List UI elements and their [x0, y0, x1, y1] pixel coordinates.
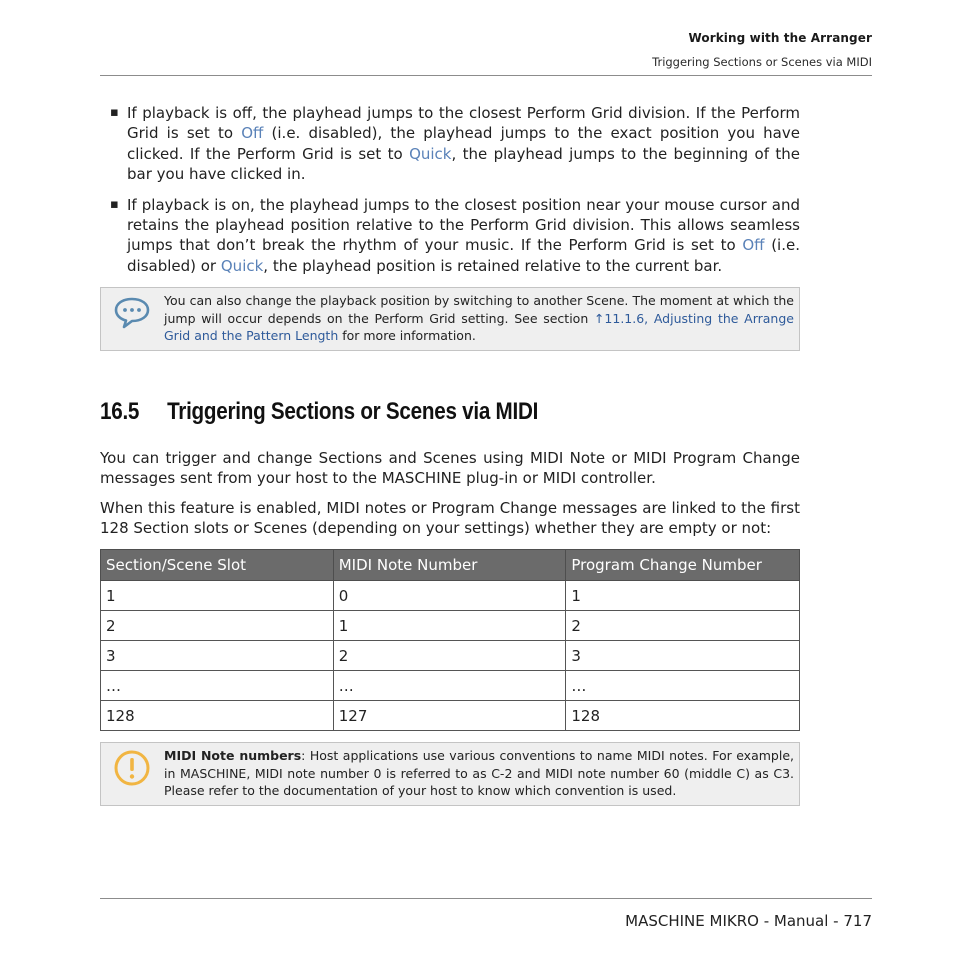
footer-rule — [100, 898, 872, 899]
table-cell: 128 — [101, 701, 334, 731]
table-cell: 2 — [333, 641, 566, 671]
table-header-row — [101, 550, 800, 581]
paragraph-intro: You can trigger and change Sections and Scenes using MIDI Note or MIDI Program Change messages sent from your host to the MASCHINE plug-in or MIDI controller. — [100, 449, 800, 488]
section-heading — [100, 398, 538, 426]
table-cell: 0 — [333, 581, 566, 611]
warning-note-text: MIDI Note numbers: Host applications use various conventions to name MIDI notes. For example, in MASCHINE, MIDI note number 0 is referred to as C-2 and MIDI note number 60 (middle C) as C3. Please refer to the documentation of your host to know which convention is used. — [164, 748, 794, 799]
tip-note-box — [100, 287, 800, 351]
table-cell: … — [566, 671, 800, 701]
table-cell: 2 — [566, 611, 800, 641]
table-row — [101, 641, 800, 671]
table-cell: … — [333, 671, 566, 701]
bullet-list — [108, 103, 800, 286]
link-quick: Quick — [409, 144, 452, 163]
column-header: Program Change Number — [566, 550, 800, 581]
table-cell: 2 — [101, 611, 334, 641]
table-cell: … — [101, 671, 334, 701]
warning-note-label: MIDI Note numbers — [164, 748, 302, 763]
table-row — [101, 611, 800, 641]
running-header-chapter: Working with the Arranger — [688, 31, 872, 45]
page-footer: MASCHINE MIKRO - Manual - 717 — [625, 912, 872, 930]
table-cell: 1 — [566, 581, 800, 611]
table-cell: 3 — [566, 641, 800, 671]
section-title: Triggering Sections or Scenes via MIDI — [167, 398, 539, 425]
table-cell: 128 — [566, 701, 800, 731]
table-cell: 3 — [101, 641, 334, 671]
cross-reference-link[interactable]: ↑11.1.6, Adjusting the Arrange Grid and the Pattern Length — [164, 310, 794, 344]
midi-mapping-table — [100, 549, 800, 731]
speech-bubble-icon — [113, 296, 151, 334]
bullet-item-playback-off: ▪ If playback is off, the playhead jumps to the closest Perform Grid division. If the Perform Grid is set to Off (i.e. disabled), the playhead jumps to the exact position you have clicked. If the Perform Grid is set to Quick, the playhead jumps to the beginning of the bar you have clicked in. — [110, 104, 800, 184]
bullet-marker: ▪ — [110, 196, 119, 212]
bullet-marker: ▪ — [110, 105, 119, 120]
table-row — [101, 581, 800, 611]
table-row — [101, 671, 800, 701]
warning-note-box — [100, 742, 800, 806]
table-cell: 1 — [333, 611, 566, 641]
paragraph-feature: When this feature is enabled, MIDI notes or Program Change messages are linked to the first 128 Section slots or Scenes (depending on your settings) whether they are empty or not: — [100, 499, 800, 538]
link-off: Off — [241, 124, 264, 143]
link-quick: Quick — [220, 256, 264, 275]
table-cell: 127 — [333, 701, 566, 731]
section-number: 16.5 — [100, 398, 140, 425]
exclamation-icon — [113, 749, 151, 791]
table-row — [101, 701, 800, 731]
column-header: Section/Scene Slot — [101, 550, 334, 581]
bullet-item-playback-on: ▪ If playback is on, the playhead jumps to the closest position near your mouse cursor and retains the playhead position relative to the Perform Grid division. This allows seamless jumps that don’t break the rhythm of your music. If the Perform Grid is set to Off (i.e. disabled) or Quick, the playhead position is retained relative to the current bar. — [110, 195, 800, 275]
header-rule — [100, 75, 872, 76]
column-header: MIDI Note Number — [333, 550, 566, 581]
running-header-section: Triggering Sections or Scenes via MIDI — [652, 55, 872, 69]
link-off: Off — [742, 236, 765, 255]
tip-note-text: You can also change the playback position by switching to another Scene. The moment at which the jump will occur depends on the Perform Grid setting. See section ↑11.1.6, Adjusting the Arrange Grid and the Pattern Length for more information. — [164, 293, 794, 344]
table-cell: 1 — [101, 581, 334, 611]
